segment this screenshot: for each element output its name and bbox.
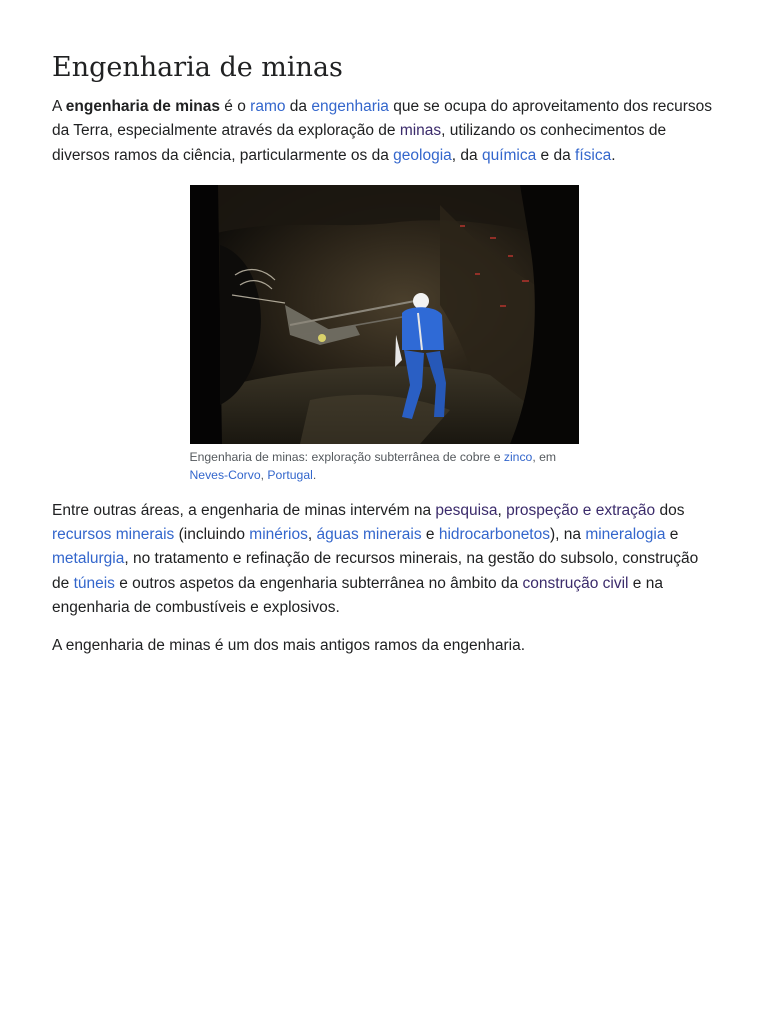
link-hidrocarbonetos[interactable]: hidrocarbonetos xyxy=(438,526,550,544)
text: e da xyxy=(536,146,576,164)
link-minerios[interactable]: minérios xyxy=(249,526,308,544)
text: . xyxy=(312,468,317,483)
link-zinco[interactable]: zinco xyxy=(503,449,533,464)
page-title: Engenharia de minas xyxy=(52,52,343,83)
mine-photo[interactable] xyxy=(190,185,579,444)
link-minas[interactable]: minas xyxy=(399,122,442,140)
figure-caption xyxy=(190,448,579,485)
bold-term: engenharia de minas xyxy=(65,98,220,115)
body-paragraph-1 xyxy=(52,499,716,620)
text: Engenharia de minas: exploração subterrânea de cobre e xyxy=(189,449,504,464)
text: e xyxy=(421,526,439,544)
text: da xyxy=(285,98,312,115)
text: e xyxy=(665,526,679,544)
text: (incluindo xyxy=(174,526,250,544)
text: e na engenharia de combustíveis e explosivos. xyxy=(52,574,663,617)
link-prospeccao-extracao[interactable]: prospeção e extração xyxy=(506,501,656,519)
text: Entre outras áreas, a engenharia de minas intervém na xyxy=(52,501,436,519)
link-metalurgia[interactable]: metalurgia xyxy=(52,550,125,568)
link-portugal[interactable]: Portugal xyxy=(267,468,313,483)
text: é o xyxy=(220,98,251,115)
link-pesquisa[interactable]: pesquisa xyxy=(435,501,498,519)
text: dos xyxy=(655,501,685,519)
article-figure xyxy=(190,185,579,485)
text: , em xyxy=(532,449,557,464)
text: , utilizando os conhecimentos de diversos ramos da ciência, particularmente os da xyxy=(52,122,667,164)
body-paragraph-2: A engenharia de minas é um dos mais antigos ramos da engenharia. xyxy=(52,637,526,655)
text: , xyxy=(497,501,507,519)
link-quimica[interactable]: química xyxy=(481,146,537,164)
text: e outros aspetos da engenharia subterrânea no âmbito da xyxy=(114,574,523,592)
text: A xyxy=(52,98,66,115)
link-neves-corvo[interactable]: Neves-Corvo xyxy=(189,468,261,483)
text: ), na xyxy=(550,526,586,544)
text: , da xyxy=(451,146,482,164)
text: , xyxy=(260,468,268,483)
link-aguas-minerais[interactable]: águas minerais xyxy=(316,526,422,544)
text: , no tratamento e refinação de recursos minerais, na gestão do subsolo, construção de xyxy=(52,550,699,592)
link-ramo[interactable]: ramo xyxy=(250,98,286,115)
link-engenharia[interactable]: engenharia xyxy=(311,98,389,115)
text: . xyxy=(611,146,616,164)
link-geologia[interactable]: geologia xyxy=(393,146,452,164)
link-construcao-civil[interactable]: construção civil xyxy=(522,574,629,592)
link-fisica[interactable]: física xyxy=(575,146,612,164)
text: , xyxy=(307,526,317,544)
link-mineralogia[interactable]: mineralogia xyxy=(585,526,666,544)
text: que se ocupa do aproveitamento dos recursos da Terra, especialmente através da exploração de xyxy=(52,98,713,140)
intro-paragraph xyxy=(52,95,716,168)
link-tuneis[interactable]: túneis xyxy=(73,574,115,592)
link-recursos-minerais[interactable]: recursos minerais xyxy=(52,526,175,544)
